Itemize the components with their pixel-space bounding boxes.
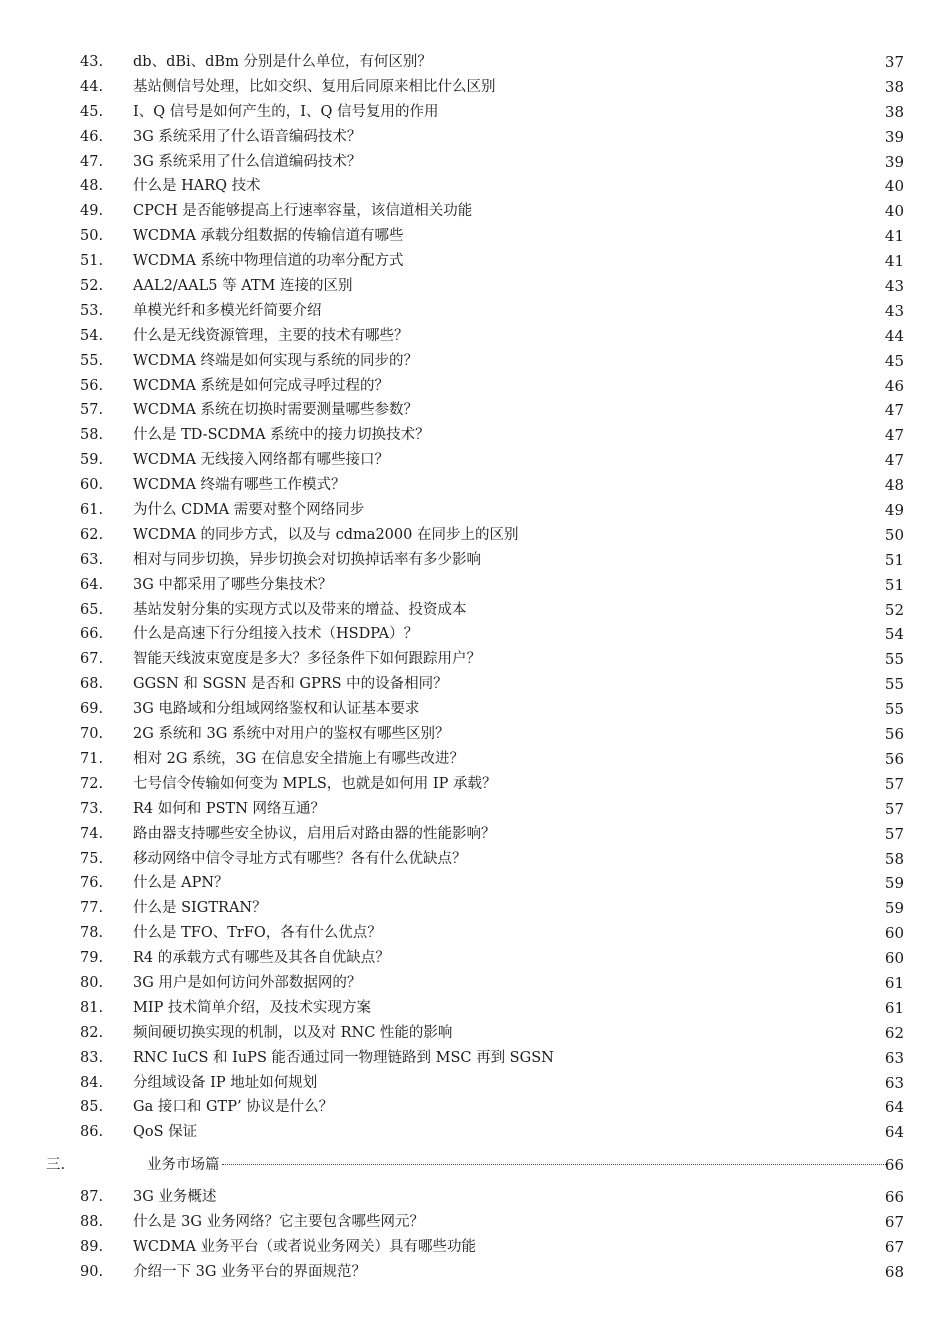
toc-entry[interactable] [0,672,950,697]
toc-entry[interactable] [0,50,950,75]
entry-number: 51. [80,253,104,270]
toc-entry[interactable] [0,523,950,548]
entry-title: Ga 接口和 GTP’ 协议是什么？ [133,1099,334,1116]
toc-entry[interactable] [0,423,950,448]
entry-number: 87. [80,1189,104,1206]
entry-number: 66. [80,626,104,643]
entry-title: WCDMA 终端是如何实现与系统的同步的？ [133,352,419,369]
toc-entry[interactable] [0,473,950,498]
toc-entry[interactable] [0,75,950,100]
entry-number: 74. [80,825,104,842]
entry-page-number: 61 [884,998,904,1017]
entry-number: 70. [80,726,104,743]
entry-number: 77. [80,900,104,917]
entry-number: 60. [80,477,104,494]
entry-title: 3G 系统采用了什么语音编码技术？ [133,128,362,145]
toc-entry[interactable] [0,996,950,1021]
entry-number: 86. [80,1124,104,1141]
entry-title: R4 如何和 PSTN 网络互通？ [133,800,326,817]
toc-entry[interactable] [0,598,950,623]
entry-page-number: 52 [884,600,904,619]
entry-title: 七号信令传输如何变为 MPLS，也就是如何用 IP 承载？ [133,775,497,792]
entry-number: 69. [80,701,104,718]
toc-entry[interactable] [0,573,950,598]
section-number: 三. [46,1157,66,1174]
entry-page-number: 67 [884,1213,904,1232]
entry-title: 智能天线波束宽度是多大？多径条件下如何跟踪用户？ [133,651,481,668]
toc-entry[interactable] [0,622,950,647]
entry-page-number: 64 [884,1098,904,1117]
entry-number: 79. [80,950,104,967]
entry-page-number: 51 [884,575,904,594]
entry-title: WCDMA 承载分组数据的传输信道有哪些 [133,228,404,245]
entry-number: 62. [80,526,104,543]
toc-entry[interactable] [0,548,950,573]
entry-number: 52. [80,278,104,295]
toc-entry[interactable] [0,324,950,349]
table-of-contents [0,50,950,1285]
entry-number: 57. [80,402,104,419]
toc-entry[interactable] [0,398,950,423]
entry-page-number: 43 [884,301,904,320]
entry-number: 58. [80,427,104,444]
entry-page-number: 67 [884,1237,904,1256]
entry-title: 3G 电路域和分组域网络鉴权和认证基本要求 [133,701,420,718]
entry-title: 什么是 HARQ 技术 [133,178,261,195]
entry-page-number: 63 [884,1073,904,1092]
entry-title: 2G 系统和 3G 系统中对用户的鉴权有哪些区别？ [133,726,450,743]
toc-entry[interactable] [0,224,950,249]
entry-page-number: 47 [884,451,904,470]
entry-number: 88. [80,1214,104,1231]
entry-number: 43. [80,54,104,70]
entry-title: 什么是 3G 业务网络？它主要包含哪些网元？ [133,1214,425,1231]
entry-title: 介绍一下 3G 业务平台的界面规范？ [133,1263,367,1280]
entry-number: 71. [80,750,104,767]
toc-entry[interactable] [0,946,950,971]
entry-number: 61. [80,502,104,519]
entry-title: GGSN 和 SGSN 是否和 GPRS 中的设备相同？ [133,676,448,693]
entry-page-number: 45 [884,351,904,370]
entry-number: 90. [80,1263,104,1280]
entry-title: WCDMA 系统中物理信道的功率分配方式 [133,253,404,270]
entry-title: db、dBi、dBm 分别是什么单位，有何区别？ [133,54,432,70]
entry-number: 46. [80,128,104,145]
entry-title: 相对 2G 系统，3G 在信息安全措施上有哪些改进？ [133,750,464,767]
entry-number: 45. [80,103,104,120]
entry-number: 55. [80,352,104,369]
entry-page-number: 66 [884,1188,904,1207]
entry-page-number: 62 [884,1023,904,1042]
entry-page-number: 50 [884,525,904,544]
entry-page-number: 59 [884,874,904,893]
section-title-line [147,1147,886,1183]
entry-page-number: 55 [884,675,904,694]
entry-title: WCDMA 终端有哪些工作模式？ [133,477,346,494]
entry-page-number: 56 [884,749,904,768]
entry-number: 75. [80,850,104,867]
entry-number: 64. [80,576,104,593]
toc-entry[interactable] [0,498,950,523]
entry-number: 53. [80,302,104,319]
entry-page-number: 47 [884,426,904,445]
toc-entry[interactable] [0,1235,950,1260]
entry-number: 81. [80,999,104,1016]
entry-title: AAL2/AAL5 等 ATM 连接的区别 [133,278,353,295]
entry-page-number: 59 [884,899,904,918]
toc-entry[interactable] [0,125,950,150]
entry-number: 44. [80,78,104,95]
toc-entry[interactable] [0,871,950,896]
entry-title: 3G 中都采用了哪些分集技术？ [133,576,333,593]
entry-number: 49. [80,203,104,220]
toc-entry[interactable] [0,174,950,199]
entry-number: 84. [80,1074,104,1091]
entry-page-number: 64 [884,1123,904,1142]
toc-entry[interactable] [0,1185,950,1210]
entry-number: 47. [80,153,104,170]
toc-entry[interactable] [0,1210,950,1235]
entry-page-number: 51 [884,550,904,569]
entry-number: 50. [80,228,104,245]
toc-entry[interactable] [0,274,950,299]
entry-number: 76. [80,875,104,892]
entry-page-number: 38 [884,77,904,96]
entry-title: 什么是 SIGTRAN？ [133,900,267,917]
entry-page-number: 43 [884,277,904,296]
entry-title: 基站发射分集的实现方式以及带来的增益、投资成本 [133,601,467,618]
entry-page-number: 61 [884,973,904,992]
entry-number: 65. [80,601,104,618]
toc-entry[interactable] [0,772,950,797]
entry-page-number: 41 [884,227,904,246]
entry-page-number: 54 [884,625,904,644]
entry-page-number: 38 [884,102,904,121]
entry-page-number: 40 [884,177,904,196]
entry-page-number: 60 [884,924,904,943]
toc-entry[interactable] [0,1120,950,1145]
toc-entry[interactable] [0,847,950,872]
entry-title: CPCH 是否能够提高上行速率容量，该信道相关功能 [133,203,473,220]
entry-number: 54. [80,327,104,344]
toc-entry[interactable] [0,150,950,175]
toc-entry[interactable] [0,697,950,722]
entry-page-number: 40 [884,202,904,221]
toc-entry[interactable] [0,971,950,996]
entry-title: 什么是 TFO、TrFO，各有什么优点？ [133,925,382,942]
entry-number: 72. [80,775,104,792]
entry-title: 什么是 APN？ [133,875,229,892]
entry-number: 80. [80,974,104,991]
entry-title: QoS 保证 [133,1124,198,1141]
toc-entry[interactable] [0,349,950,374]
entry-title: WCDMA 无线接入网络都有哪些接口？ [133,452,390,469]
toc-entry[interactable] [0,921,950,946]
entry-title: MIP 技术简单介绍，及技术实现方案 [133,999,371,1016]
entry-title: RNC IuCS 和 IuPS 能否通过同一物理链路到 MSC 再到 SGSN [133,1049,554,1066]
toc-entries-group [0,50,950,1145]
toc-entry[interactable] [0,1071,950,1096]
entry-title: WCDMA 系统是如何完成寻呼过程的？ [133,377,390,394]
section-page-number: 66 [884,1156,904,1175]
toc-entry[interactable] [0,747,950,772]
entry-title: 频间硬切换实现的机制，以及对 RNC 性能的影响 [133,1024,453,1041]
entry-title: 3G 用户是如何访问外部数据网的？ [133,974,362,991]
entry-title: 什么是 TD-SCDMA 系统中的接力切换技术？ [133,427,430,444]
toc-entry[interactable] [0,1021,950,1046]
entry-page-number: 41 [884,252,904,271]
entry-page-number: 57 [884,799,904,818]
entry-number: 56. [80,377,104,394]
entry-number: 73. [80,800,104,817]
toc-entry[interactable] [0,722,950,747]
entry-title: 3G 系统采用了什么信道编码技术？ [133,153,362,170]
entry-page-number: 57 [884,774,904,793]
entry-title: 什么是高速下行分组接入技术（HSDPA）？ [133,626,419,643]
toc-entries-group [0,1185,950,1285]
entry-title: 路由器支持哪些安全协议，启用后对路由器的性能影响？ [133,825,496,842]
entry-number: 59. [80,452,104,469]
entry-page-number: 55 [884,700,904,719]
toc-entry[interactable] [0,1095,950,1120]
entry-number: 83. [80,1049,104,1066]
entry-page-number: 46 [884,376,904,395]
entry-title: 移动网络中信令寻址方式有哪些？各有什么优缺点？ [133,850,467,867]
entry-number: 68. [80,676,104,693]
toc-entry[interactable] [0,1046,950,1071]
entry-page-number: 57 [884,824,904,843]
toc-section-heading[interactable] [0,1147,950,1183]
entry-page-number: 48 [884,476,904,495]
toc-entry[interactable] [0,797,950,822]
entry-title: 3G 业务概述 [133,1189,217,1206]
entry-page-number: 55 [884,650,904,669]
toc-entry[interactable] [0,374,950,399]
entry-title: 什么是无线资源管理，主要的技术有哪些？ [133,327,409,344]
entry-page-number: 56 [884,725,904,744]
entry-title: 分组域设备 IP 地址如何规划 [133,1074,318,1091]
entry-title: WCDMA 系统在切换时需要测量哪些参数？ [133,402,419,419]
entry-page-number: 39 [884,152,904,171]
entry-number: 78. [80,925,104,942]
entry-title: 为什么 CDMA 需要对整个网络同步 [133,502,365,519]
entry-title: R4 的承载方式有哪些及其各自优缺点？ [133,950,390,967]
entry-page-number: 44 [884,326,904,345]
toc-entry[interactable] [0,100,950,125]
dot-leader [222,1164,887,1165]
section-title: 业务市场篇 [147,1157,220,1174]
entry-title: 相对与同步切换，异步切换会对切换掉话率有多少影响 [133,551,481,568]
entry-title: 单模光纤和多模光纤简要介绍 [133,302,322,319]
toc-entry[interactable] [0,896,950,921]
entry-page-number: 47 [884,401,904,420]
entry-title: WCDMA 的同步方式，以及与 cdma2000 在同步上的区别 [133,526,519,543]
toc-entry[interactable] [0,199,950,224]
entry-number: 82. [80,1024,104,1041]
entry-number: 63. [80,551,104,568]
entry-page-number: 63 [884,1048,904,1067]
entry-number: 48. [80,178,104,195]
entry-title: WCDMA 业务平台（或者说业务网关）具有哪些功能 [133,1238,477,1255]
toc-entry[interactable] [0,647,950,672]
toc-entry[interactable] [0,249,950,274]
entry-page-number: 68 [884,1262,904,1281]
entry-title: I、Q 信号是如何产生的，I、Q 信号复用的作用 [133,103,439,120]
toc-entry[interactable] [0,448,950,473]
entry-title: 基站侧信号处理，比如交织、复用后同原来相比什么区别 [133,78,496,95]
entry-page-number: 49 [884,501,904,520]
toc-entry[interactable] [0,822,950,847]
entry-page-number: 37 [884,53,904,71]
entry-number: 85. [80,1099,104,1116]
toc-entry[interactable] [0,1260,950,1285]
toc-entry[interactable] [0,299,950,324]
entry-page-number: 39 [884,127,904,146]
entry-page-number: 60 [884,949,904,968]
entry-number: 89. [80,1238,104,1255]
entry-page-number: 58 [884,849,904,868]
entry-number: 67. [80,651,104,668]
